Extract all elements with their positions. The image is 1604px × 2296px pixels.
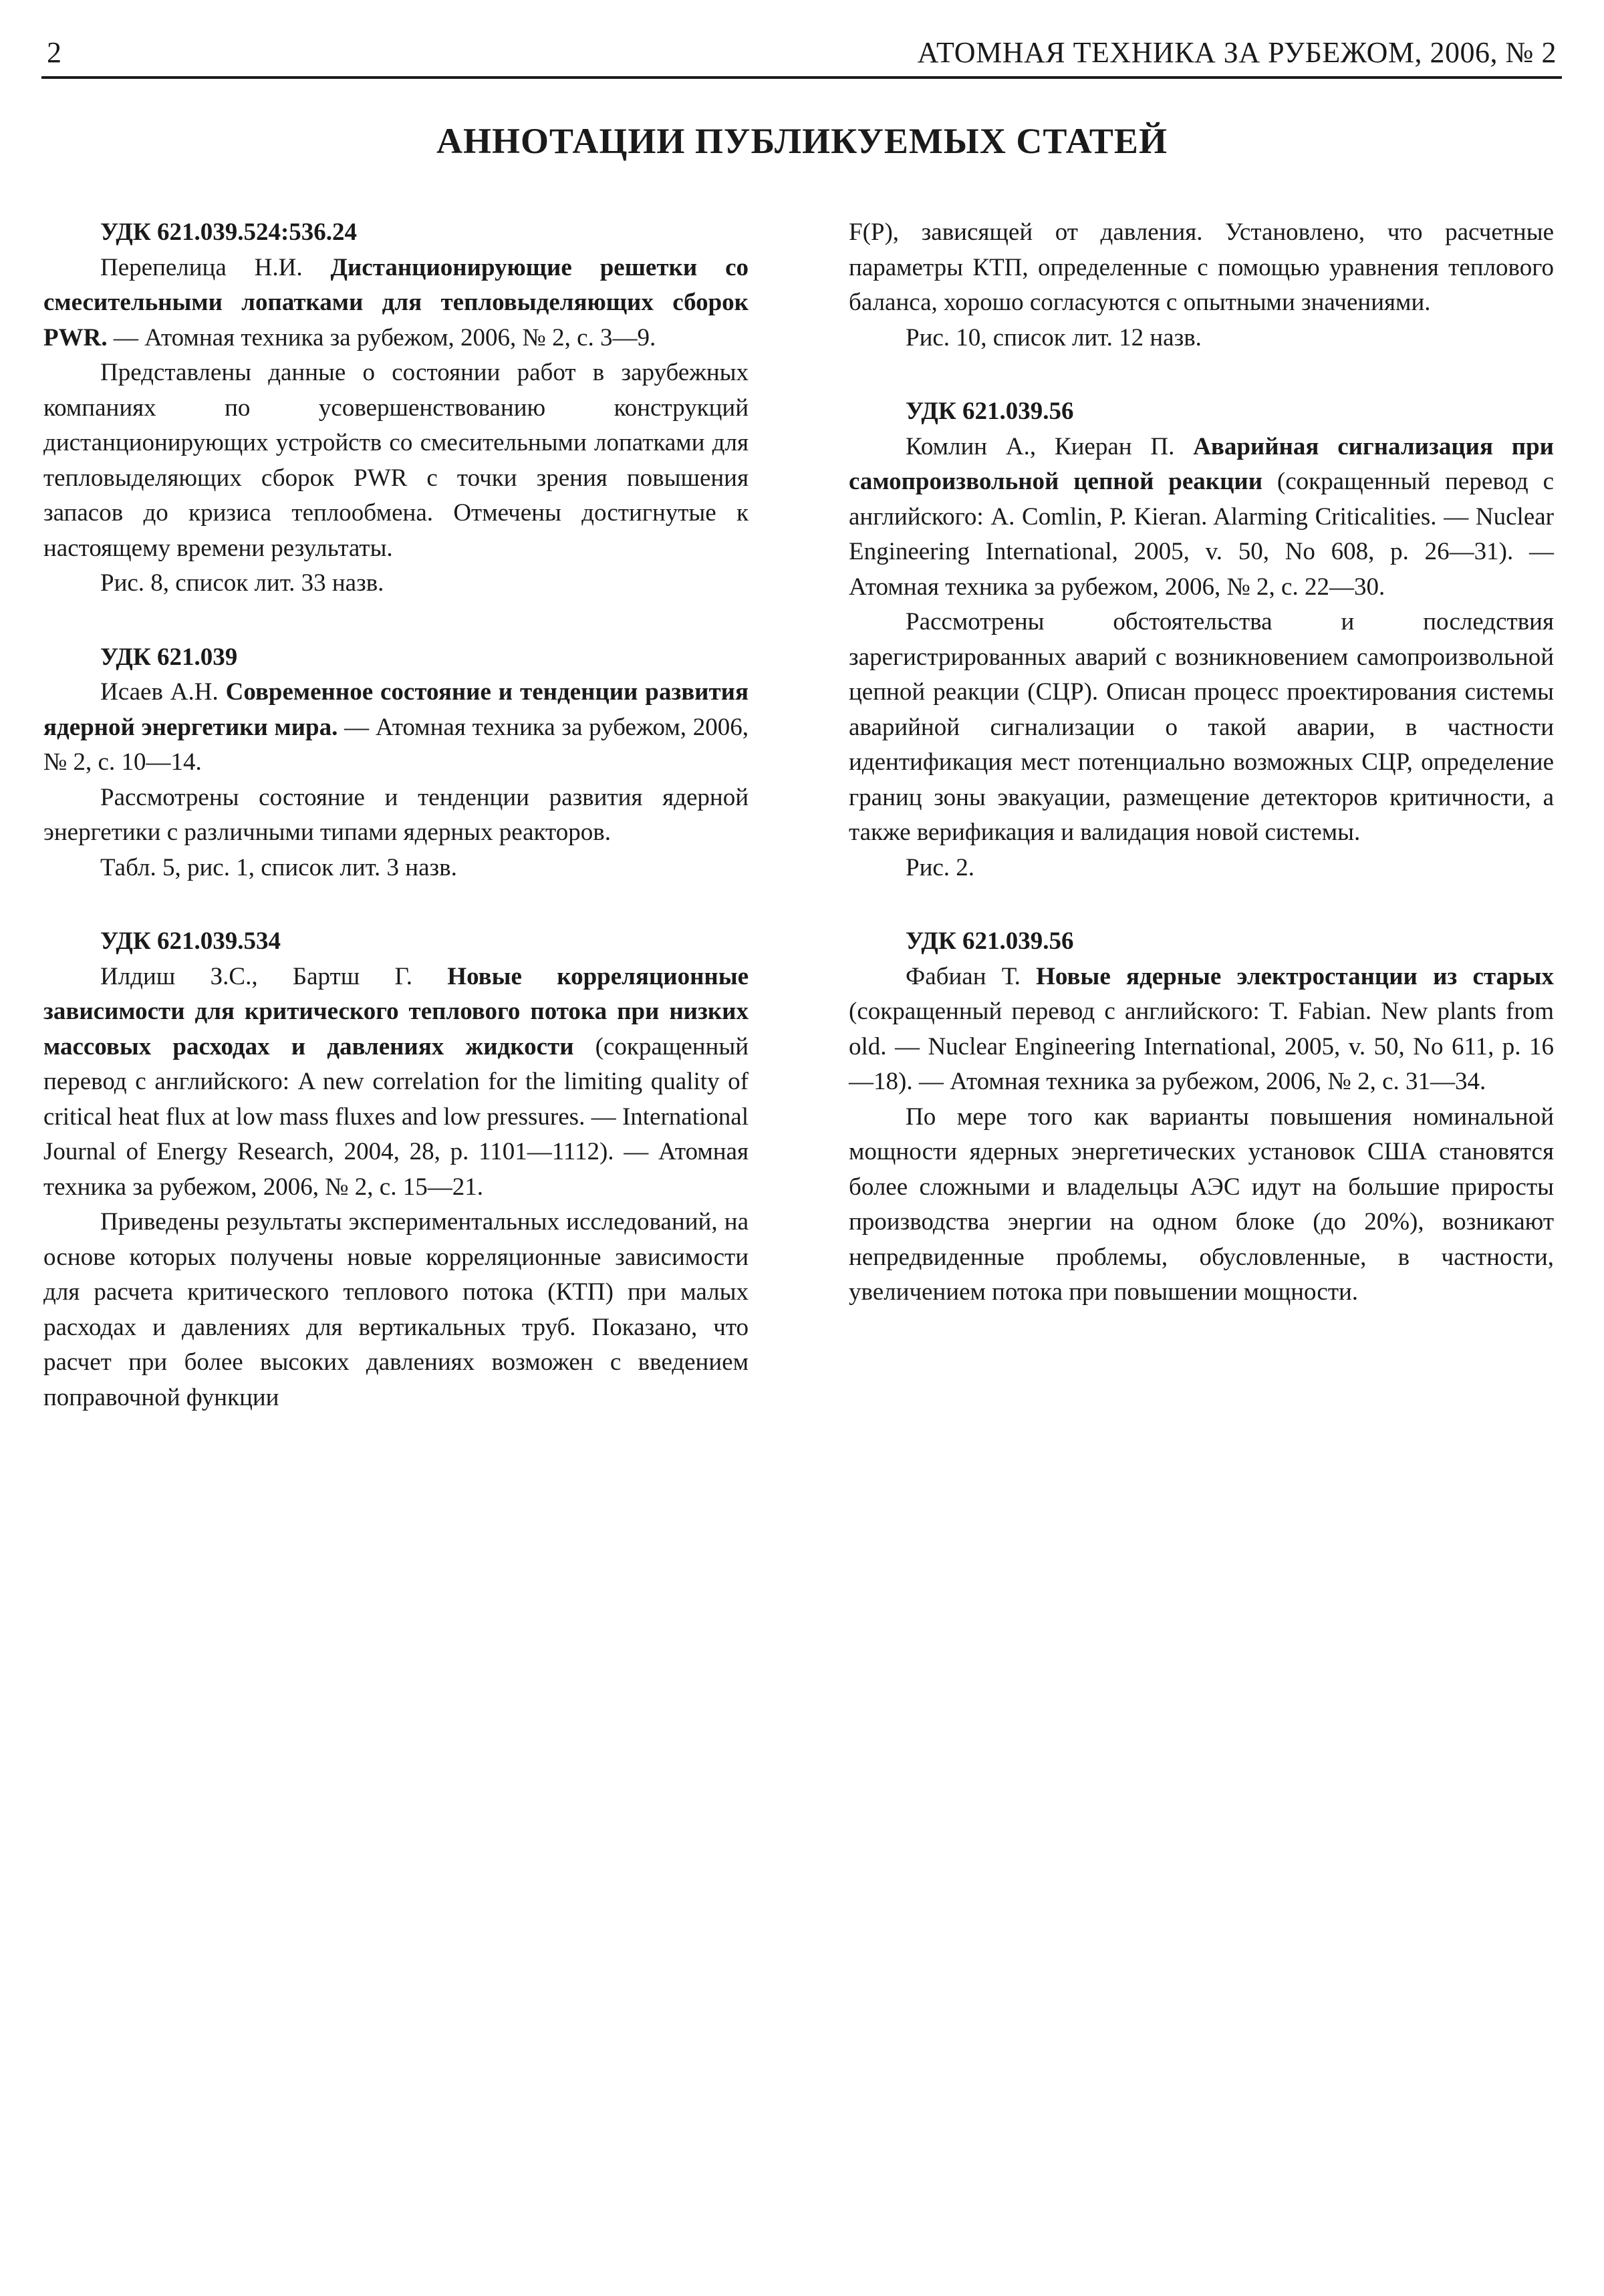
article-abstract: Представлены данные о состоянии работ в зарубежных компаниях по усовершенствованию конструкций дистанционирующих устройств со смесительными лопатками для тепловыделяющих сборок PWR с точки зрения повышения запасов до кризиса теплообмена. Отмечены достигнутые к настоящему времени результаты.: [43, 359, 749, 562]
right-column: [849, 215, 1554, 1349]
article-author: Исаев А.Н.: [100, 678, 219, 706]
article-3-continued: [849, 215, 1554, 355]
article-1: [43, 215, 749, 601]
udc-code: УДК 621.039.56: [906, 927, 1074, 955]
article-author: Фабиан Т.: [906, 962, 1021, 990]
article-title: Аварийная сигнализация при самопроизвольной цепной реакции: [849, 432, 1554, 495]
article-title: Новые ядерные электростанции из старых: [1036, 962, 1555, 990]
page-header: [41, 19, 1562, 79]
article-3: [43, 924, 749, 1415]
article-citation: [849, 960, 1554, 1100]
article-4: [849, 394, 1554, 885]
article-source: (сокращенный перевод с английского: A new correlation for the limiting quality of critical heat flux at low mass fluxes and low pressures. — International Journal of Energy Research, 2004, 28, p. 1101—1112). — Атомная техника за рубежом, 2006, № 2, с. 15—21.: [43, 1032, 749, 1201]
running-title: АТОМНАЯ ТЕХНИКА ЗА РУБЕЖОМ, 2006, № 2: [917, 36, 1557, 69]
article-citation: [43, 960, 749, 1205]
article-source: — Атомная техника за рубежом, 2006, № 2, с. 3—9.: [113, 323, 656, 351]
article-abstract: Рассмотрены обстоятельства и последствия зарегистрированных аварий с возникновением самопроизвольной цепной реакции (СЦР). Описан процесс проектирования системы аварийной сигнализации о такой аварии, в частности идентификация мест потенциально возможных СЦР, определение границ зоны эвакуации, размещение детекторов критичности, а также верификация и валидация новой системы.: [849, 608, 1554, 846]
article-source: (сокращенный перевод с английского: A. Comlin, P. Kieran. Alarming Criticalities. — Nuclear Engineering International, 2005, v. 50, No 608, p. 26—31). — Атомная техника за рубежом, 2006, № 2, с. 22—30.: [849, 468, 1554, 601]
article-author: Илдиш З.С., Бартш Г.: [100, 962, 412, 990]
article-title: Современное состояние и тенденции развития ядерной энергетики мира.: [43, 678, 749, 741]
udc-code: УДК 621.039: [100, 643, 238, 671]
article-refs: Табл. 5, рис. 1, список лит. 3 назв.: [100, 853, 457, 881]
article-citation: [43, 251, 749, 356]
page-number: 2: [47, 36, 61, 69]
udc-code: УДК 621.039.534: [100, 927, 281, 955]
article-abstract: Рассмотрены состояние и тенденции развития ядерной энергетики с различными типами ядерных реакторов.: [43, 783, 749, 846]
section-title: АННОТАЦИИ ПУБЛИКУЕМЫХ СТАТЕЙ: [436, 121, 1168, 161]
left-column: [43, 215, 749, 1454]
article-abstract: Приведены результаты экспериментальных исследований, на основе которых получены новые корреляционные зависимости для расчета критического теплового потока (КТП) при малых расходах и давлениях для вертикальных труб. Показано, что расчет при более высоких давлениях возможен с введением поправочной функции: [43, 1208, 749, 1411]
article-title: Дистанционирующие решетки со смесительными лопатками для тепловыделяющих сборок PWR.: [43, 253, 749, 351]
article-source: (сокращенный перевод с английского: T. Fabian. New plants from old. — Nuclear Engineering International, 2005, v. 50, No 611, p. 16—18). — Атомная техника за рубежом, 2006, № 2, с. 31—34.: [849, 998, 1554, 1095]
udc-code: УДК 621.039.56: [906, 398, 1074, 425]
article-refs: Рис. 2.: [906, 853, 975, 881]
article-source: — Атомная техника за рубежом, 2006, № 2, с. 10—14.: [43, 713, 749, 776]
article-refs: Рис. 10, список лит. 12 назв.: [906, 323, 1202, 351]
article-refs: Рис. 8, список лит. 33 назв.: [100, 569, 384, 597]
article-abstract: По мере того как варианты повышения номинальной мощности ядерных энергетических установок США становятся более сложными и владельцы АЭС идут на большие приросты производства энергии на одном блоке (до 20%), возникают непредвиденные проблемы, обусловленные, в частности, увеличением потока при повышении мощности.: [849, 1103, 1554, 1306]
article-title: Новые корреляционные зависимости для критического теплового потока при низких массовых расходах и давлениях жидкости: [43, 962, 749, 1060]
article-citation: [43, 675, 749, 780]
udc-code: УДК 621.039.524:536.24: [100, 219, 358, 246]
article-author: Комлин А., Киеран П.: [906, 432, 1175, 460]
article-author: Перепелица Н.И.: [100, 253, 303, 281]
article-5: [849, 924, 1554, 1310]
article-abstract-continued: F(P), зависящей от давления. Установлено, что расчетные параметры КТП, определенные с помощью уравнения теплового баланса, хорошо согласуются с опытными значениями.: [849, 219, 1554, 316]
article-2: [43, 640, 749, 886]
article-citation: [849, 430, 1554, 605]
